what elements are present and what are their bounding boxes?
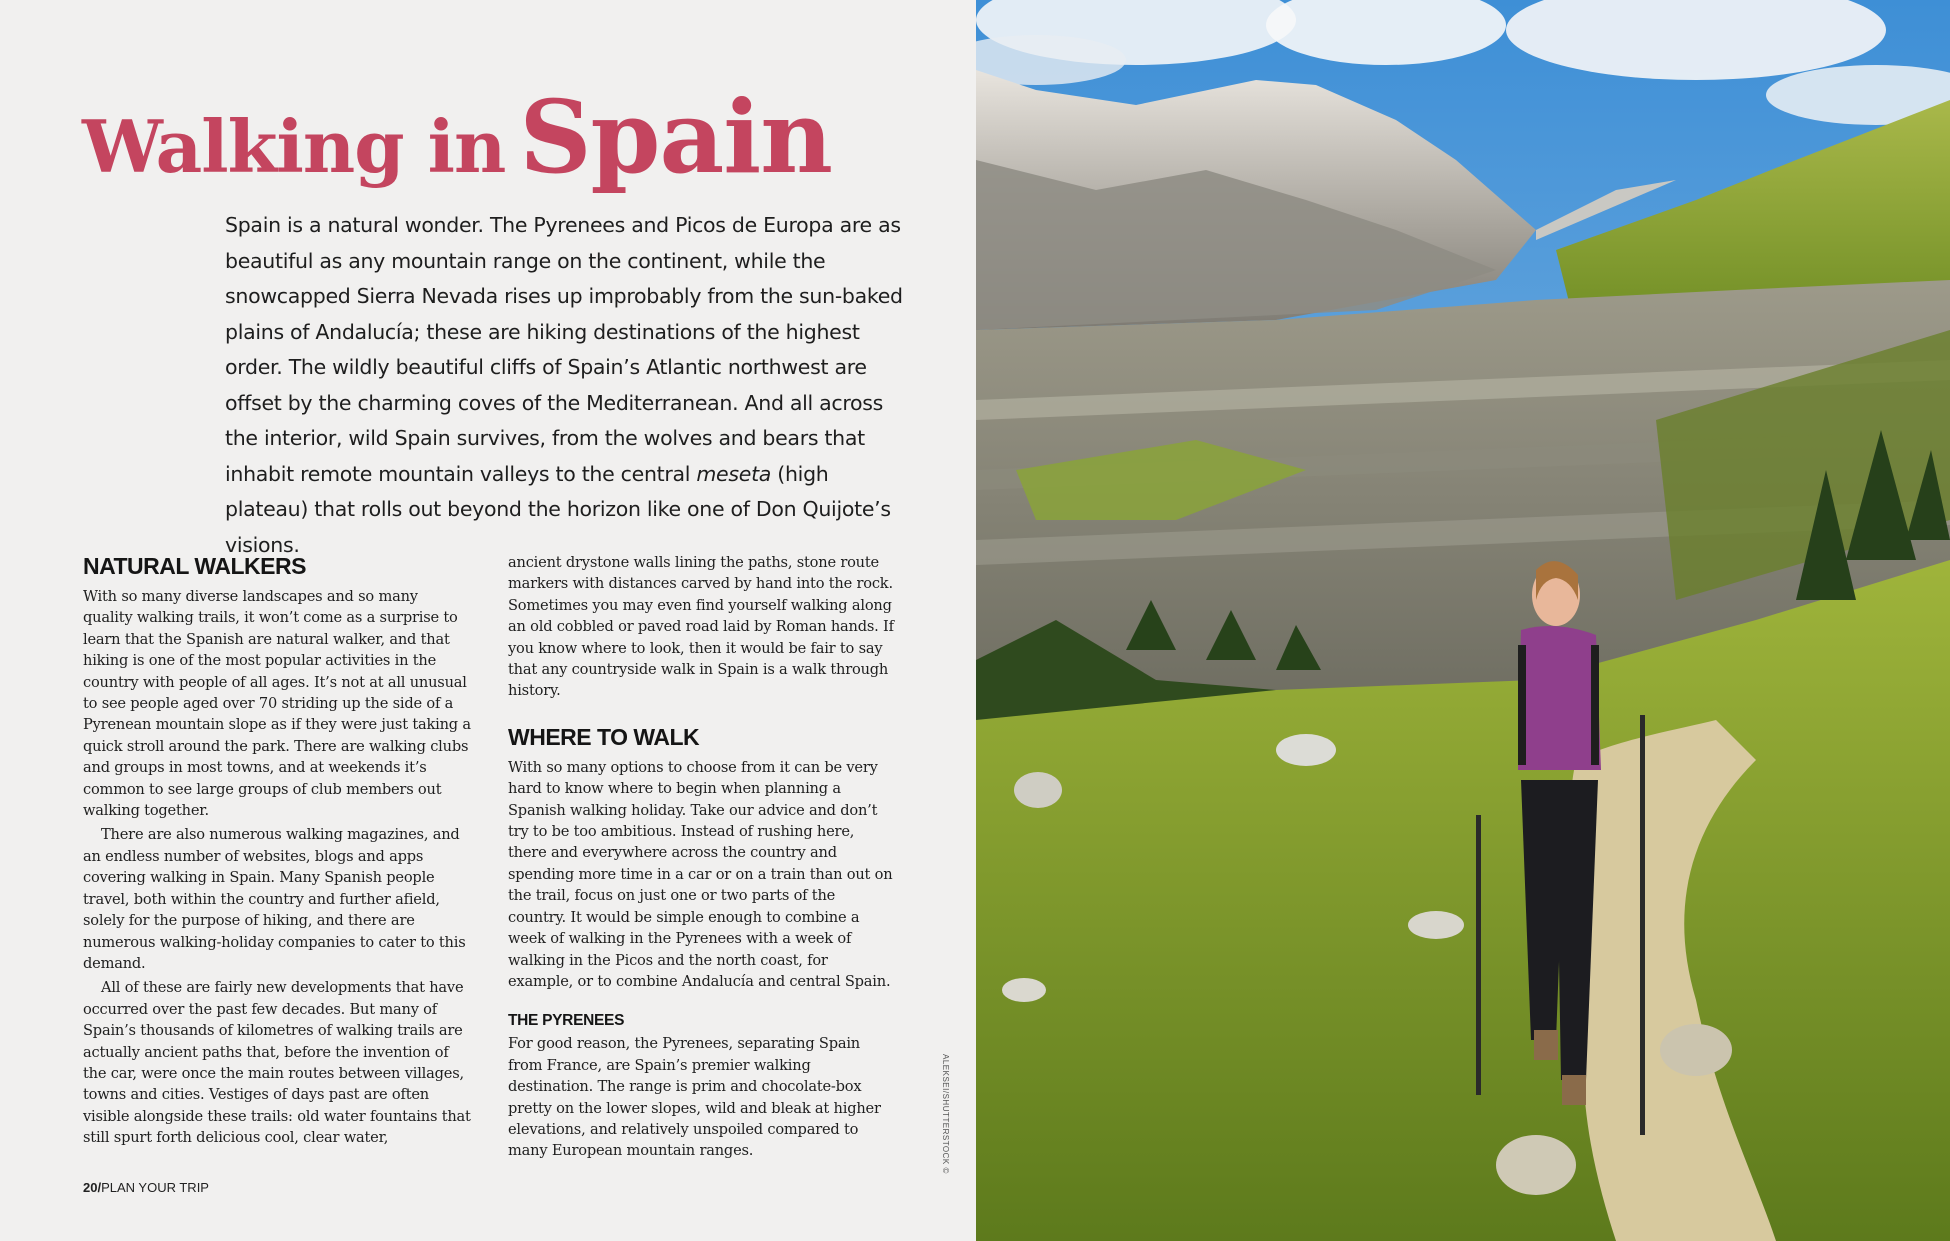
natural-walkers-paragraph-3: All of these are fairly new developments that have occurred over the past few decades. But many of Spain’s thousands of kilometres of walking trails are actually ancient paths that, before the invention of the car, were once the main routes between villages, towns and cities. Vestiges of days past are often visible alongside these trails: old water fountains that still spurt forth delicious cool, clear water, xyxy=(83,979,471,1147)
page-title xyxy=(82,78,832,196)
page-number: 20 xyxy=(83,1180,98,1195)
page-footer xyxy=(83,1180,209,1195)
section-label: PLAN YOUR TRIP xyxy=(101,1180,209,1195)
photo-credit: ALEKSEI/SHUTTERSTOCK © xyxy=(941,1054,950,1174)
intro-text-start: Spain is a natural wonder. The Pyrenees and Picos de Europa are as beautiful as any mountain range on the continent, while the snowcapped Sierra Nevada rises up improbably from the sun-baked plains of Andalucía; these are hiking destinations of the highest order. The wildly beautiful cliffs of Spain’s Atlantic northwest are offset by the charming coves of the Mediterranean. And all across the interior, wild Spain survives, from the wolves and bears that inhabit remote mountain valleys to the central xyxy=(225,213,903,486)
heading-where-to-walk: WHERE TO WALK xyxy=(508,723,700,750)
intro-italic-word: meseta xyxy=(696,461,772,486)
pyrenees-paragraph: For good reason, the Pyrenees, separating Spain from France, are Spain’s premier walking destination. The range is prim and chocolate-box pretty on the lower slopes, wild and bleak at higher elevations, and relatively unspoiled compared to many European mountain ranges. xyxy=(508,1035,881,1160)
where-to-walk-paragraph: With so many options to choose from it can be very hard to know where to begin when planning a Spanish walking holiday. Take our advice and don’t try to be too ambitious. Instead of rushing here, there and everywhere across the country and spending more time in a car or on a train than out on the trail, focus on just one or two parts of the country. It would be simple enough to combine a week of walking in the Pyrenees with a week of walking in the Picos and the north coast, for example, or to combine Andalucía and central Spain. xyxy=(508,758,893,990)
mountain-landscape-illustration xyxy=(976,0,1950,1241)
intro-paragraph xyxy=(225,208,905,563)
title-part-2: Spain xyxy=(519,78,832,196)
footer-separator: / xyxy=(97,1180,102,1195)
heading-pyrenees: THE PYRENEES xyxy=(508,1012,625,1030)
intro-text-end: (high plateau) that rolls out beyond the horizon like one of Don Quijote’s visions. xyxy=(225,461,891,557)
heading-natural-walkers: NATURAL WALKERS xyxy=(83,553,306,579)
natural-walkers-paragraph-1: With so many diverse landscapes and so many quality walking trails, it won’t come as a surprise to learn that the Spanish are natural walker, and that hiking is one of the most popular activities in the country with people of all ages. It’s not at all unusual to see people aged over 70 striding up the side of a Pyrenean mountain slope as if they were just taking a quick stroll around the park. There are walking clubs and groups in most towns, and at weekends it’s common to see large groups of club members out walking together. xyxy=(83,588,471,820)
title-part-1: Walking in xyxy=(82,104,506,189)
hero-photo xyxy=(976,0,1950,1241)
natural-walkers-paragraph-4: ancient drystone walls lining the paths, stone route markers with distances carved by hand into the rock. Sometimes you may even find yourself walking along an old cobbled or paved road laid by Roman hands. If you know where to look, then it would be fair to say that any countryside walk in Spain is a walk through history. xyxy=(508,554,894,700)
natural-walkers-paragraph-2: There are also numerous walking magazines, and an endless number of websites, blogs and apps covering walking in Spain. Many Spanish people travel, both within the country and further afield, solely for the purpose of hiking, and there are numerous walking-holiday companies to cater to this demand. xyxy=(83,826,466,972)
text-column-right xyxy=(508,552,896,1162)
text-column-left xyxy=(83,552,471,1149)
